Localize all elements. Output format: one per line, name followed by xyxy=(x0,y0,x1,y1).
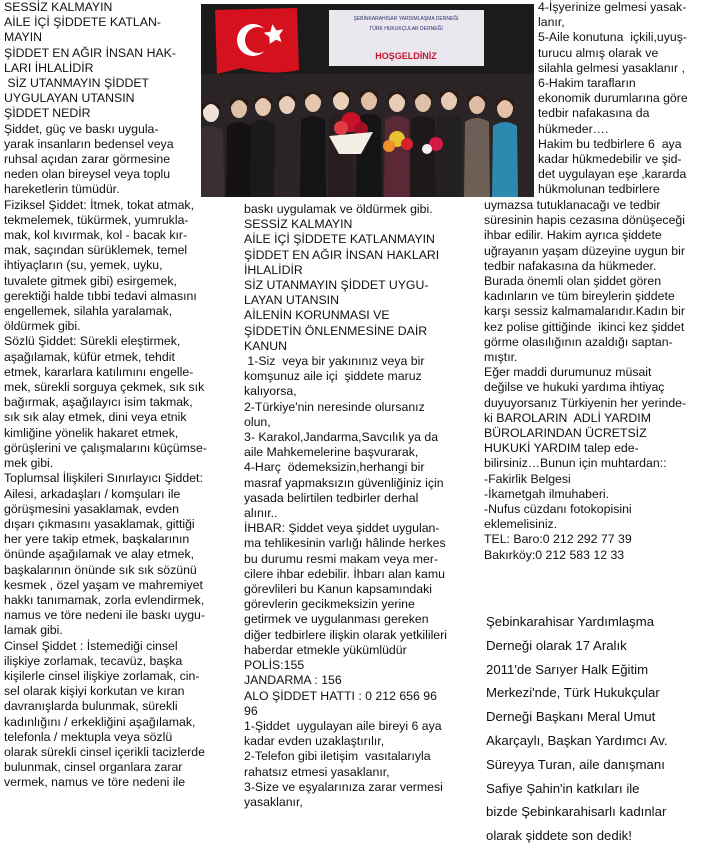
text-line: gerektiği halde tıbbi tedavi almasını xyxy=(4,288,197,303)
text-line: SESSİZ KALMAYIN xyxy=(244,217,353,232)
caption-line: olarak şiddete son dedik! xyxy=(486,828,632,844)
caption-line: Derneği olarak 17 Aralık xyxy=(486,637,627,653)
text-line: bilirsiniz…Bunun için muhtardan:: xyxy=(484,456,667,471)
text-line: lamak gibi. xyxy=(4,623,63,638)
text-line: sel olarak kişiyi korkutan ve kıran xyxy=(4,684,185,699)
text-line: alınır.. xyxy=(244,506,278,521)
text-line: öldürmek gibi. xyxy=(4,319,81,334)
text-line: dışarı çıkmasını yasaklamak, gittiği xyxy=(4,516,195,531)
column-3-top xyxy=(538,0,710,198)
heading-line: AİLE İÇİ ŞİDDETE KATLAN- xyxy=(4,15,161,30)
text-line: kadınlığını / erkekliğini aşağılamak, xyxy=(4,714,196,729)
text-line: 4-Harç ödemeksizin,herhangi bir xyxy=(244,460,425,475)
column-1 xyxy=(4,0,232,791)
text-line: silahla gelmesi yasaklanır , xyxy=(538,60,685,75)
text-line: KANUN xyxy=(244,338,288,353)
text-line: Hakim bu tedbirlere 6 aya xyxy=(538,136,682,151)
text-line: det uygulayan eşe ,kararda xyxy=(538,167,687,182)
text-line: kesmek , özel yaşam ve mahremiyet xyxy=(4,577,203,592)
text-line: HUKUKİ YARDIM talep ede- xyxy=(484,441,639,456)
heading-line: LARI İHLALİDİR xyxy=(4,60,94,75)
text-line: mek, sürekli sorguya çekmek, sık sık xyxy=(4,380,205,395)
text-line: haberdar etmekle yükümlüdür xyxy=(244,642,407,657)
text-line: kadar evden uzaklaştırılır, xyxy=(244,734,385,749)
text-line: mak, kol kıvırmak, kol - bacak kır- xyxy=(4,228,188,243)
text-line: ma tehlikesinin varlığı hâlinde herkes xyxy=(244,536,446,551)
heading-line: ŞİDDET NEDİR xyxy=(4,106,91,121)
text-line: duyuyorsanız Türkiyenin her yerinde- xyxy=(484,395,687,410)
text-line: diğer tedbirlere ilişkin olarak yetkilileri xyxy=(244,627,447,642)
banner-line-1: ŞEBİNKARAHİSAR YARDIMLAŞMA DERNEĞİ xyxy=(353,16,459,22)
text-line: ki BAROLARIN ADLİ YARDIM xyxy=(484,410,651,425)
column-1-body xyxy=(4,122,232,791)
column-2 xyxy=(244,202,476,810)
text-line: rahatsız etmesi yasaklanır, xyxy=(244,764,390,779)
event-photo xyxy=(201,4,534,197)
text-line: davranışlarda bulunmak, sürekli xyxy=(4,699,178,714)
text-line: 96 xyxy=(244,703,258,718)
text-line: ilişkiye zorlamak, tecavüz, başka xyxy=(4,653,183,668)
text-line: 2-Türkiye'nin neresinde olursanız xyxy=(244,399,425,414)
heading-line: SİZ UTANMAYIN ŞİDDET xyxy=(4,76,150,91)
text-line: kalıyorsa, xyxy=(244,384,297,399)
event-photo-illustration xyxy=(201,4,534,197)
text-line: görevlerin gecikmeksizin yerine xyxy=(244,597,415,612)
text-line: görme olasılığının azaldığı saptan- xyxy=(484,334,673,349)
event-caption xyxy=(486,610,714,848)
caption-line: 2011'de Sarıyer Halk Eğitim xyxy=(486,661,649,677)
heading-line: ŞİDDET EN AĞIR İNSAN HAK- xyxy=(4,45,176,60)
text-line: Cinsel Şiddet : İstemediği cinsel xyxy=(4,638,178,653)
text-line: Fiziksel Şiddet: İtmek, tokat atmak, xyxy=(4,197,194,212)
text-line: telefonla / mektupla veya sözlü xyxy=(4,729,173,744)
text-line: her yere takip etmek, başkalarının xyxy=(4,532,190,547)
banner-line-2: TÜRK HUKUKÇULAR DERNEĞİ xyxy=(369,26,443,32)
caption-line: Derneği Başkanı Meral Umut xyxy=(486,709,656,725)
caption-line: Safiye Şahin'in katkıları ile xyxy=(486,780,640,796)
text-line: Toplumsal İlişkileri Sınırlayıcı Şiddet: xyxy=(4,471,203,486)
text-line: uğrayanın yaşam düzeyine uygun bir xyxy=(484,243,685,258)
text-line: -Fakirlik Belgesi xyxy=(484,471,571,486)
text-line: tedbir nafakasına da hükmeder. xyxy=(484,258,657,273)
text-line: görüşlerini ve çalışmalarını küçümse- xyxy=(4,440,207,455)
text-line: uymazsa tutuklanacağı ve tedbir xyxy=(484,198,661,212)
text-line: hükmeder…. xyxy=(538,121,609,136)
text-line: yarak insanların bedensel veya xyxy=(4,136,174,151)
text-line: hükmolunan tedbirlere xyxy=(538,182,660,197)
text-line: -Nufus cüzdanı fotokopisini xyxy=(484,502,632,517)
text-line: namus ve töre nedeni ile baskı uygu- xyxy=(4,608,205,623)
text-line: Bakırköy:0 212 583 12 33 xyxy=(484,547,625,562)
text-line: komşunuz aile içi şiddete maruz xyxy=(244,369,422,384)
text-line: yasada belirtilen tedbirler derhal xyxy=(244,490,419,505)
column-1-heading xyxy=(4,0,232,122)
text-line: olun, xyxy=(244,414,271,429)
text-line: baskı uygulamak ve öldürmek gibi. xyxy=(244,202,433,216)
text-line: ALO ŞİDDET HATTI : 0 212 656 96 xyxy=(244,688,437,703)
text-line: ŞİDDETİN ÖNLENMESİNE DAİR xyxy=(244,323,428,338)
text-line: aşağılamak, küfür etmek, tehdit xyxy=(4,349,175,364)
text-line: 3- Karakol,Jandarma,Savcılık ya da xyxy=(244,430,439,445)
text-line: önünde aşağılamak ve alay etmek, xyxy=(4,547,195,562)
text-line: eklemelisiniz. xyxy=(484,517,558,532)
text-line: getirmek ve uygulanması gereken xyxy=(244,612,429,627)
text-line: başkalarının önünde sık sık sözünü xyxy=(4,562,197,577)
text-line: AİLE İÇİ ŞİDDETE KATLANMAYIN xyxy=(244,232,435,247)
text-line: LAYAN UTANSIN xyxy=(244,293,339,308)
text-line: SİZ UTANMAYIN ŞİDDET UYGU- xyxy=(244,278,429,293)
text-line: süresinin hapis cezasına dönüşeceği xyxy=(484,213,685,228)
text-line: sık sık alay etmek, dini veya etnik xyxy=(4,410,187,425)
text-line: 1-Siz veya bir yakınınız veya bir xyxy=(244,354,425,369)
caption-line: Merkezi'nde, Türk Hukukçular xyxy=(486,685,660,701)
text-line: kadar hükmedebilir ve şid- xyxy=(538,152,682,167)
caption-line: Şebinkarahisar Yardımlaşma xyxy=(486,614,655,629)
text-line: turucu almış olarak ve xyxy=(538,45,659,60)
text-line: olarak sürekli cinsel içerikli tacizlerde xyxy=(4,744,205,759)
heading-line: MAYIN xyxy=(4,30,43,45)
text-line: kişilerle cinsel ilişkiye zorlamak, cin- xyxy=(4,668,200,683)
text-line: Burada önemli olan şiddet gören xyxy=(484,274,662,289)
text-line: etmek, kararlara katılımını engelle- xyxy=(4,364,194,379)
text-line: hakkı tanımamak, zorla evlendirmek, xyxy=(4,592,205,607)
text-line: TEL: Baro:0 212 292 77 39 xyxy=(484,532,632,547)
text-line: engellemek, silahla yaralamak, xyxy=(4,304,173,319)
text-line: Sözlü Şiddet: Sürekli eleştirmek, xyxy=(4,334,181,349)
text-line: Şiddet, güç ve baskı uygula- xyxy=(4,121,159,136)
text-line: 1-Şiddet uygulayan aile bireyi 6 aya xyxy=(244,718,442,733)
column-3-bottom xyxy=(484,198,710,563)
caption-line: bizde Şebinkarahisarlı kadınlar xyxy=(486,804,667,820)
heading-line: SESSİZ KALMAYIN xyxy=(4,0,113,14)
text-line: 5-Aile konutuna içkili,uyuş- xyxy=(538,30,687,45)
text-line: cilere ihbar edebilir. İhbarı alan kamu xyxy=(244,566,445,581)
text-line: hareketlerin tümüdür. xyxy=(4,182,120,197)
text-line: 2-Telefon gibi iletişim vasıtalarıyla xyxy=(244,749,431,764)
text-line: POLİS:155 xyxy=(244,658,305,673)
text-line: BÜROLARINDAN ÜCRETSİZ xyxy=(484,426,647,441)
text-line: değilse ve hukuki yardıma ihtiyaç xyxy=(484,380,665,395)
text-line: ihtiyaçların (su, yemek, uyku, xyxy=(4,258,163,273)
text-line: görüşmesini yasaklamak, evden xyxy=(4,501,179,516)
text-line: ŞİDDET EN AĞIR İNSAN HAKLARI xyxy=(244,247,440,262)
banner-welcome: HOŞGELDİNİZ xyxy=(375,51,437,61)
text-line: Eğer maddi durumunuz müsait xyxy=(484,365,652,380)
text-line: mek gibi. xyxy=(4,456,54,471)
text-line: lanır, xyxy=(538,15,565,30)
text-line: tekmelemek, tükürmek, yumrukla- xyxy=(4,212,189,227)
text-line: vermek, namus ve töre nedeni ile xyxy=(4,775,186,790)
text-line: mıştır. xyxy=(484,350,518,365)
text-line: ihbar edilir. Hakim ayrıca şiddete xyxy=(484,228,662,243)
text-line: tedbir nafakasına da xyxy=(538,106,650,121)
text-line: AİLENİN KORUNMASI VE xyxy=(244,308,390,323)
text-line: 6-Hakim tarafların xyxy=(538,76,636,91)
text-line: İHLALİDİR xyxy=(244,262,303,277)
text-line: aile Mahkemelerine başvurarak, xyxy=(244,445,419,460)
text-line: mak, saçından sürüklemek, temel xyxy=(4,243,188,258)
text-line: neden olan bireysel veya toplu xyxy=(4,167,171,182)
text-line: JANDARMA : 156 xyxy=(244,673,342,688)
caption-line: Akarçaylı, Başkan Yardımcı Av. xyxy=(486,732,668,748)
text-line: 4-İşyerinize gelmesi yasak- xyxy=(538,0,687,14)
text-line: -İkametgah ilmuhaberi. xyxy=(484,486,610,501)
text-line: kez polise gittiğinde ikinci kez şiddet xyxy=(484,319,685,334)
text-line: İHBAR: Şiddet veya şiddet uygulan- xyxy=(244,521,440,536)
heading-line: UYGULAYAN UTANSIN xyxy=(4,91,135,106)
text-line: ruhsal açıdan zarar görmesine xyxy=(4,152,171,167)
text-line: Ailesi, arkadaşları / komşuları ile xyxy=(4,486,181,501)
text-line: masraf yapmaksızın güvenliğiniz için xyxy=(244,475,444,490)
text-line: görevlileri bu Kanun kapsamındaki xyxy=(244,582,432,597)
caption-line: Süreyya Turan, aile danışmanı xyxy=(486,756,665,772)
text-line: ekonomik durumlarına göre xyxy=(538,91,688,106)
text-line: bulunmak, cinsel organlara zarar xyxy=(4,760,183,775)
text-line: yasaklanır, xyxy=(244,794,303,809)
turkish-flag-icon xyxy=(215,8,299,74)
text-line: kimliğine yönelik hakaret etmek, xyxy=(4,425,179,440)
text-line: karşı sessiz kalmamalarıdır.Kadın bir xyxy=(484,304,685,319)
text-line: tuvalete gitmek gibi) esirgemek, xyxy=(4,273,177,288)
text-line: kadınların ve tüm bireylerin şiddete xyxy=(484,289,675,304)
text-line: bu durumu resmi makam veya mer- xyxy=(244,551,439,566)
text-line: bağırmak, aşağılayıcı isim takmak, xyxy=(4,395,193,410)
text-line: 3-Size ve eşyalarınıza zarar vermesi xyxy=(244,779,443,794)
